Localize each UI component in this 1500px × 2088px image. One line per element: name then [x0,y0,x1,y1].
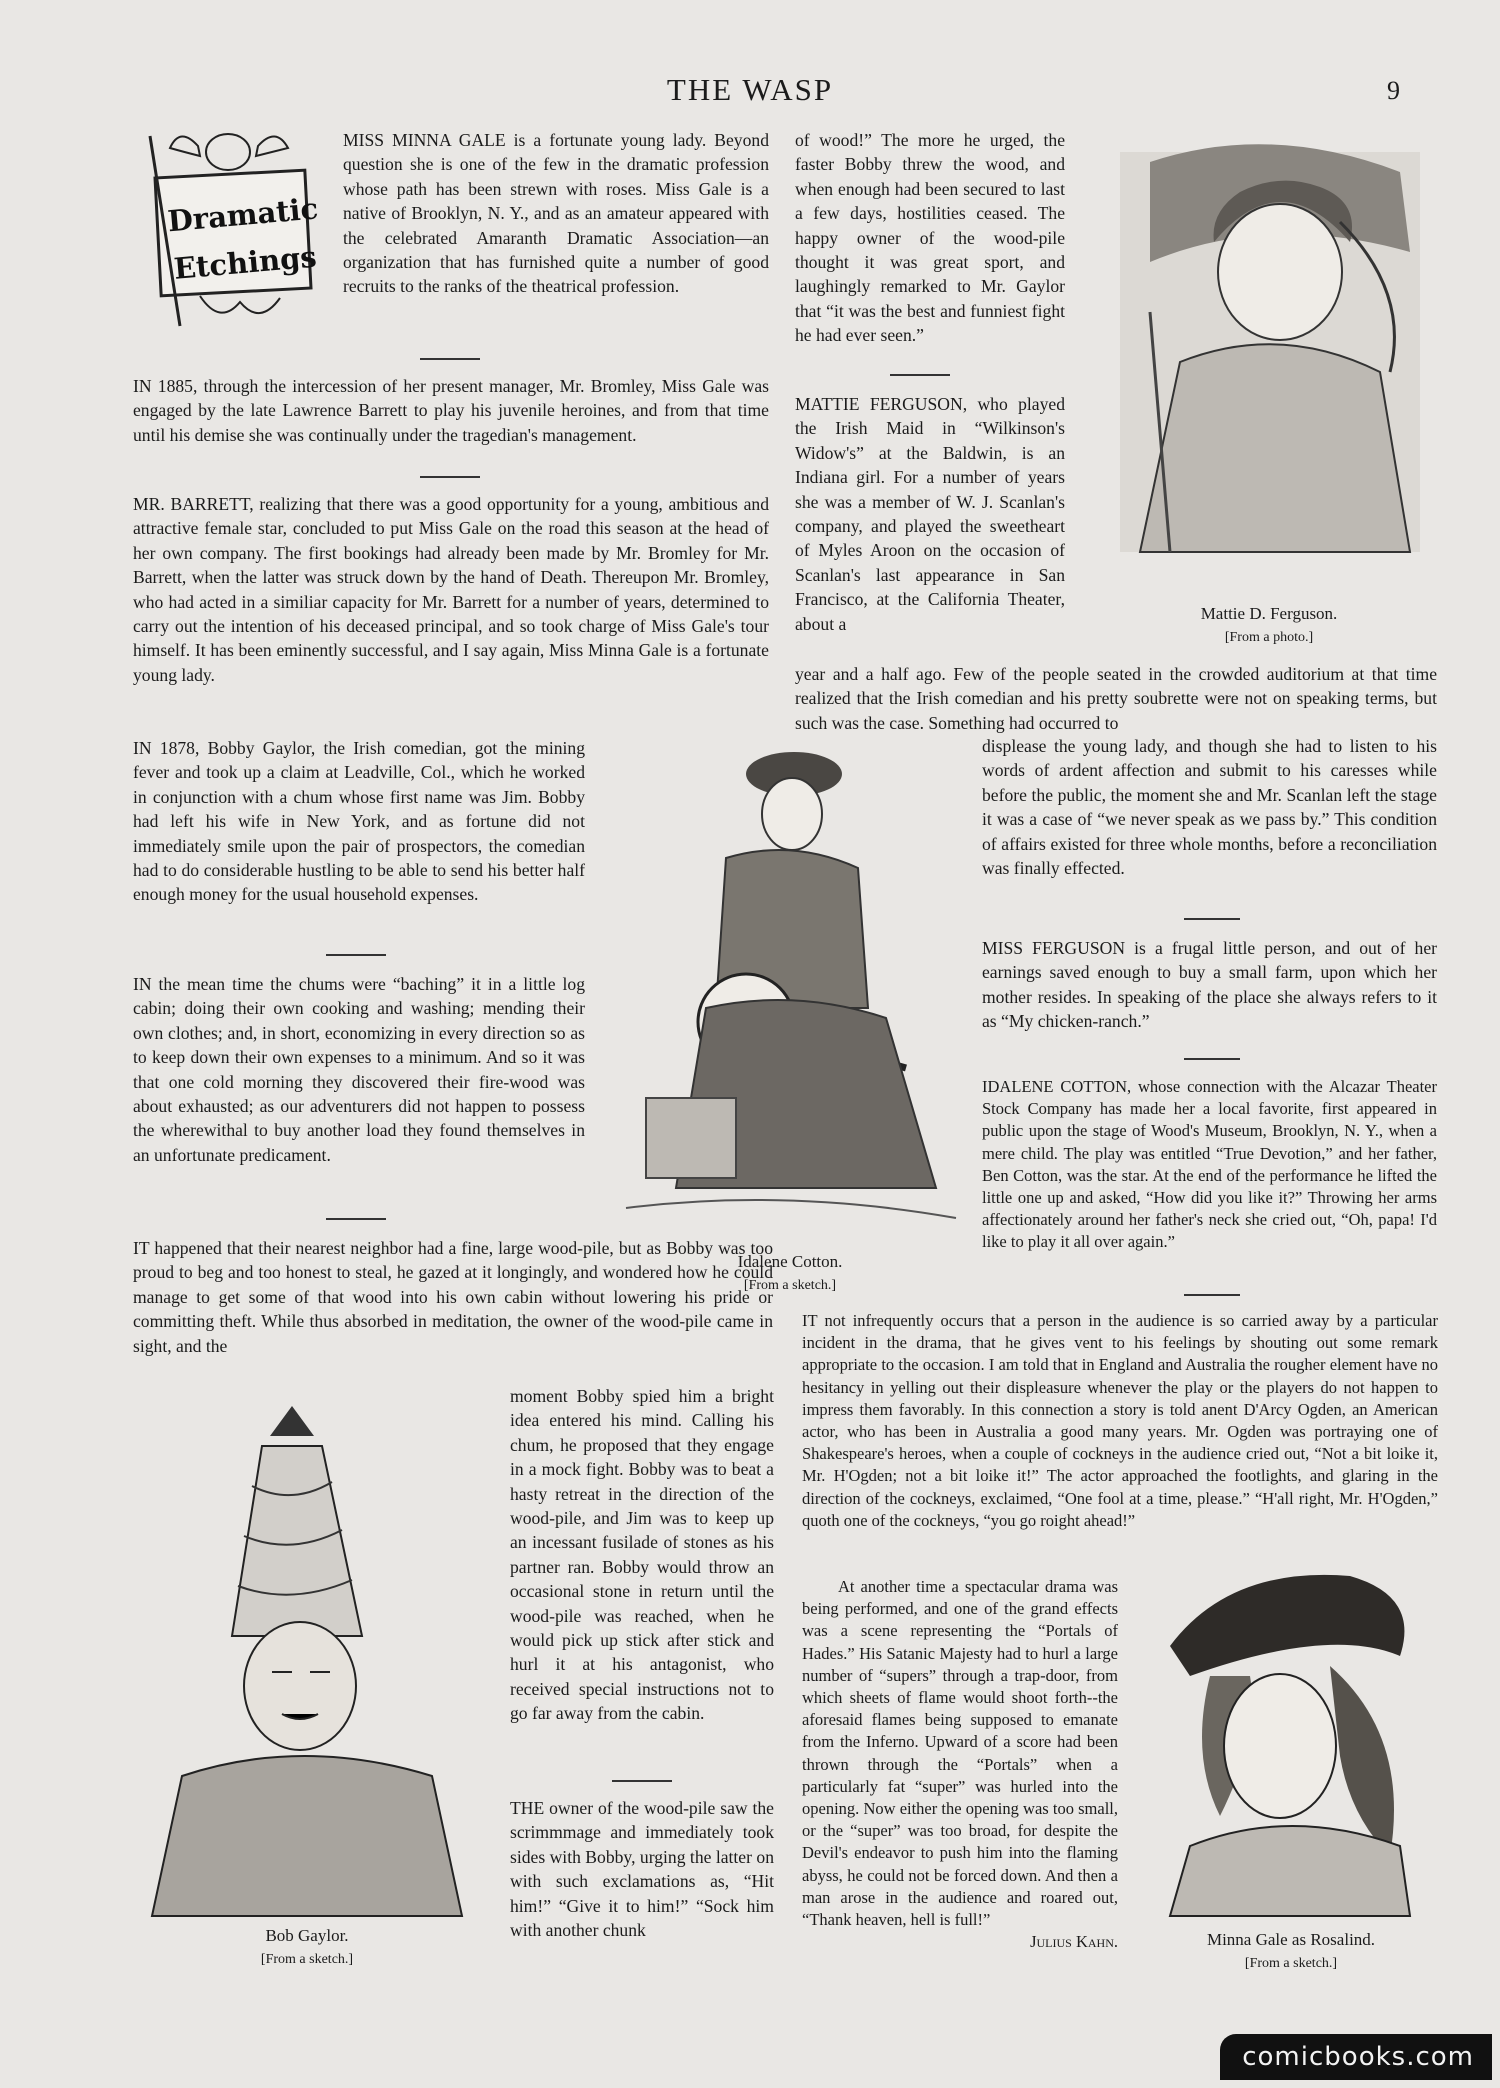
para-minna-gale-intro: MISS MINNA GALE is a fortunate young lady. Beyond question she is one of the few in the dramatic profession whose path has been strewn with roses. Miss Gale is a native of Brooklyn, N. Y., and as an amateur appeared with the celebrated Amaranth Dramatic Association—an organization that has furnished quite a number of good recruits to the ranks of the theatrical profession. [343,130,769,297]
idalene-cotton-sketch [606,748,972,1238]
caption-minna-gale [1146,1928,1436,1976]
bob-gaylor-sketch [142,1396,472,1922]
caption-name: Minna Gale as Rosalind. [1206,1930,1376,1949]
divider [1184,1294,1240,1296]
divider [326,954,386,956]
divider [1184,918,1240,920]
para-bobby-idea: moment Bobby spied him a bright idea entered his mind. Calling his chum, he proposed that they engage in a mock fight. Bobby was to beat a hasty retreat in the direction of the wood-pile, and Jim was to keep up an incessant fusilade of stones as his partner ran. Bobby would throw an occasional stone in return until the wood-pile was reached, when he would pick up stick after stick and hurl it at his antagonist, who received special instructions not to go far away from the cabin. [510,1386,774,1724]
divider [420,358,480,360]
para-mattie-ferguson-cont: year and a half ago. Few of the people seated in the crowded auditorium at that time realized that the Irish comedian and his pretty soubrette were not on speaking terms, but such was the case. Something had occurred to [795,664,1437,733]
logo-line-2: Etchings [172,239,318,286]
minna-gale-rosalind-portrait [1150,1556,1430,1926]
divider [1184,1058,1240,1060]
caption-source: [From a sketch.] [260,1952,354,1967]
para-neighbor: IT happened that their nearest neighbor had a fine, large wood-pile, but as Bobby was too proud to beg and too honest to steal, he gazed at it longingly, and wondered how he could manage to get some of that wood into his own cabin without lowering his pride or committing theft. While thus absorbed in meditation, the owner of the wood-pile came in sight, and the [133,1238,773,1356]
para-owner-scrimmage: THE owner of the wood-pile saw the scrimmmage and immediately took sides with Bobby, urging the latter on with such exclamations as, “Hit him!” “Give it to him!” “Sock him with another chunk [510,1798,774,1941]
caption-name: Idalene Cotton. [737,1252,843,1271]
para-idalene-cotton: IDALENE COTTON, whose connection with the Alcazar Theater Stock Company has made her a local favorite, first appeared in public upon the stage of Wood's Museum, Brooklyn, N. Y., when a mere child. The play was entitled “True Devotion,” and her father, Ben Cotton, was the star. At the end of the performance he lifted the little one up and asked, “How did you like it?” Throwing her arms affectionately around her father's neck she cried out, “Oh, papa! I'd like to play it all over again.” [982,1077,1437,1252]
caption-mattie-ferguson [1110,602,1428,650]
para-miss-ferguson-frugal: MISS FERGUSON is a frugal little person, and out of her earnings saved enough to buy a small farm, upon which her mother resides. In speaking of the place she always refers to it as “My chicken-ranch.” [982,938,1437,1032]
author-signature: Julius Kahn. [1030,1932,1118,1952]
logo-line-1: Dramatic [166,191,320,239]
dramatic-etchings-logo [140,126,330,336]
para-mr-barrett: MR. BARRETT, realizing that there was a good opportunity for a young, ambitious and attractive female star, concluded to put Miss Gale on the road this season at the head of her own company. The first bookings had already been made by Mr. Bromley for Mr. Barrett, when the latter was struck down by the hand of Death. Thereupon Mr. Bromley, who had acted in a similiar capacity for Mr. Barrett for a number of years, determined to carry out the intention of his deceased principal, and so took charge of Miss Gale's tour himself. It has been eminently successful, and I say again, Miss Minna Gale is a fortunate young lady. [133,494,769,685]
mattie-ferguson-portrait [1110,132,1428,562]
caption-source: [From a sketch.] [743,1278,837,1293]
caption-source: [From a sketch.] [1244,1956,1338,1971]
para-of-wood: of wood!” The more he urged, the faster Bobby threw the wood, and when enough had been secured to last a few days, hostilities ceased. The happy owner of the wood-pile thought it was great sport, and laughingly remarked to Mr. Gaylor that “it was the best and funniest fight he had ever seen.” [795,130,1065,346]
watermark: comicbooks.com [1220,2034,1492,2080]
caption-name: Mattie D. Ferguson. [1200,604,1338,623]
para-portals-of-hades: At another time a spectacular drama was being performed, and one of the grand effects was a scene representing the “Portals of Hades.” His Satanic Majesty had to hurl a large number of “supers” through a trap-door, from which sheets of flame would shoot forth--the aforesaid flames being supposed to emanate from the Inferno. Upward of a score had been thrown through the “Portals” when a particularly fat “super” was hurled into the opening. Now either the opening was too small, or the “super” was too broad, for despite the Devil's endeavor to push him into the flaming abyss, he could not be forced down. And then a man arose in the audience and roared out, “Thank heaven, hell is full!” Julius Kahn. [802,1576,1118,1953]
para-1885: IN 1885, through the intercession of her present manager, Mr. Bromley, Miss Gale was engaged by the late Lawrence Barrett to play his juvenile heroines, and from that time until his demise she was continually under the tragedian's management. [133,376,769,445]
caption-source: [From a photo.] [1224,630,1314,645]
para-mattie-ferguson: MATTIE FERGUSON, who played the Irish Maid in “Wilkinson's Widow's” at the Baldwin, is an Indiana girl. For a number of years she was a member of W. J. Scanlan's company, and played the sweetheart of Myles Aroon on the occasion of Scanlan's last appearance in San Francisco, at the California Theater, about a [795,394,1065,634]
para-1878: IN 1878, Bobby Gaylor, the Irish comedian, got the mining fever and took up a claim at Leadville, Col., which he worked in conjunction with a chum whose first name was Jim. Bobby had left his wife in New York, and as fortune did not immediately smile upon the pair of prospectors, the comedian had to do considerable hustling to be able to send his better half enough money for the usual household expenses. [133,738,585,905]
para-audience: IT not infrequently occurs that a person in the audience is so carried away by a particular incident in the drama, that he gives vent to his feelings by shouting out some remark appropriate to the occasion. I am told that in England and Australia the rougher element have no hesitancy in yelling out their displeasure whenever the play or the players do not happen to impress them favorably. In this connection a story is told anent D'Arcy Ogden, an American actor, who has been in Australia a good many years. Mr. Ogden was portraying one of Shakespeare's heroes, when a couple of cockneys in the audience cried out, “Not a bit loike it, Mr. H'Ogden; not a bit loike it!” The actor approached the footlights, and glaring in the direction of the cockneys, exclaimed, “One fool at a time, please.” “H'all right, Mr. H'Ogden,” quoth one of the cockneys, “you go roight ahead!” [802,1311,1438,1530]
divider [612,1780,672,1782]
caption-idalene-cotton [690,1250,890,1298]
divider [326,1218,386,1220]
para-mean-time: IN the mean time the chums were “baching” it in a little log cabin; doing their own cooking and washing; mending their own clothes; and, in short, economizing in every direction so as to keep down their own expenses to a minimum. And so it was that one cold morning they discovered their fire-wood was about exhausted; as our adventurers did not happen to possess the wherewithal to buy another load they found themselves in an unfortunate predicament. [133,974,585,1165]
page-header-title: THE WASP [666,72,834,107]
caption-name: Bob Gaylor. [265,1926,349,1945]
caption-bob-gaylor [192,1924,422,1972]
divider [890,374,950,376]
page-number: 9 [1387,76,1400,105]
divider [420,476,480,478]
para-mattie-ferguson-end: displease the young lady, and though she had to listen to his words of ardent affection and submit to his caresses while before the public, the moment she and Mr. Scanlan left the stage it was a case of “we never speak as we pass by.” This condition of affairs existed for three whole months, before a reconciliation was finally effected. [982,736,1437,879]
